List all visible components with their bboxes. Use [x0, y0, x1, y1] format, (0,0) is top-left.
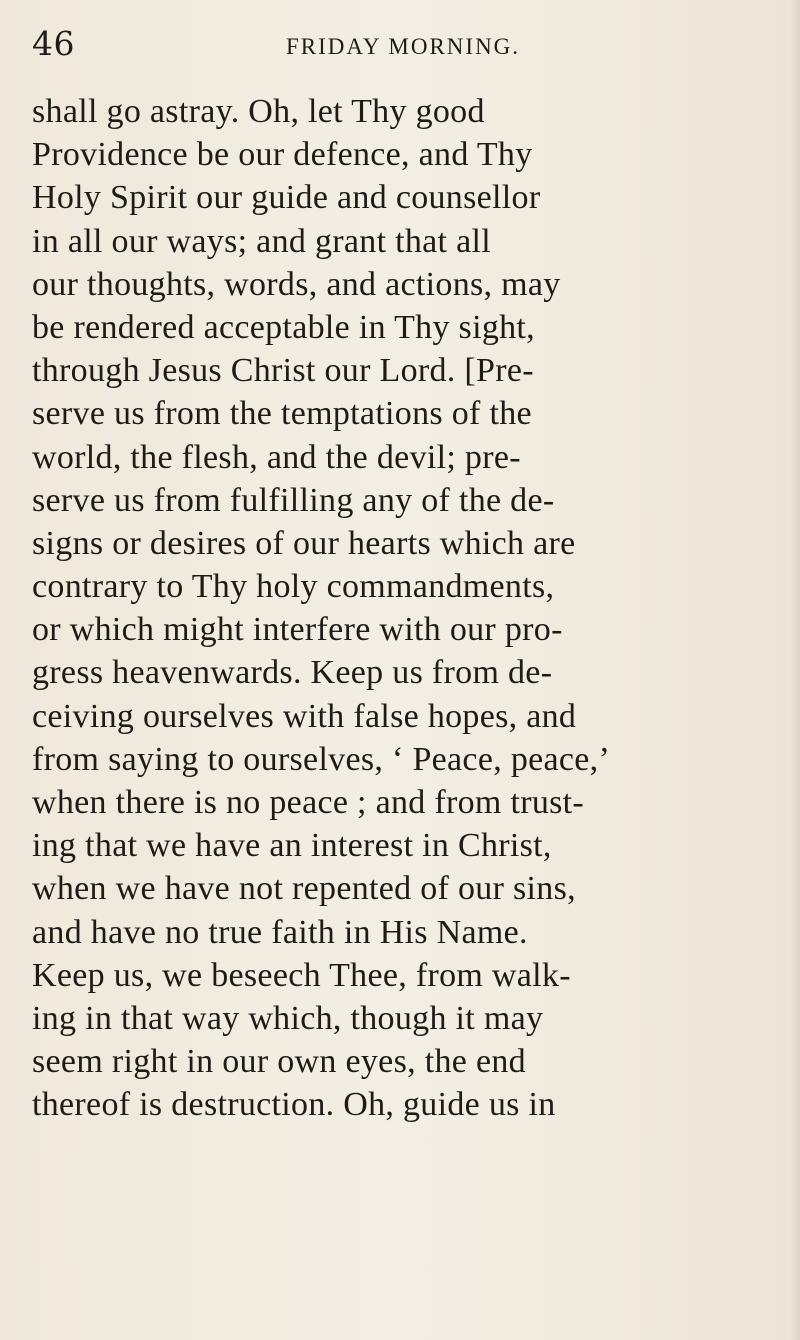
text-line: when there is no peace ; and from trust- — [32, 784, 585, 821]
text-line: ing in that way which, though it may — [32, 999, 544, 1037]
text-line: and have no true faith in His Name. — [32, 913, 528, 951]
text-line: our thoughts, words, and actions, may — [32, 265, 561, 303]
text-line: contrary to Thy holy commandments, — [32, 568, 555, 606]
text-line: serve us from fulfilling any of the de- — [32, 481, 555, 519]
text-line: serve us from the temptations of the — [32, 395, 532, 433]
text-line: gress heavenwards. Keep us from de- — [32, 654, 553, 692]
text-line: thereof is destruction. Oh, guide us in — [32, 1086, 556, 1124]
text-line: seem right in our own eyes, the end — [32, 1043, 526, 1081]
text-line: in all our ways; and grant that all — [32, 222, 491, 260]
text-line: ing that we have an interest in Christ, — [32, 827, 552, 865]
text-line: Holy Spirit our guide and counsellor — [32, 179, 541, 217]
page-number: 46 — [32, 24, 75, 63]
running-head: FRIDAY MORNING. — [286, 34, 521, 59]
text-line: Keep us, we beseech Thee, from walk- — [32, 956, 571, 994]
text-line: be rendered acceptable in Thy sight, — [32, 308, 535, 346]
text-line: ceiving ourselves with false hopes, and — [32, 697, 577, 735]
text-line: Providence be our defence, and Thy — [32, 136, 533, 174]
text-line: when we have not repented of our sins, — [32, 870, 576, 908]
body-text — [32, 90, 786, 1127]
text-line: world, the flesh, and the devil; pre- — [32, 438, 521, 476]
text-line: or which might interfere with our pro- — [32, 611, 563, 649]
page-edge-shadow — [790, 0, 800, 1340]
text-line: shall go astray. Oh, let Thy good — [32, 93, 485, 130]
text-line: from saying to ourselves, ‘ Peace, peace,’ — [32, 740, 611, 778]
text-line: signs or desires of our hearts which are — [32, 524, 576, 562]
text-line: through Jesus Christ our Lord. [Pre- — [32, 352, 534, 390]
page-header — [32, 24, 552, 84]
